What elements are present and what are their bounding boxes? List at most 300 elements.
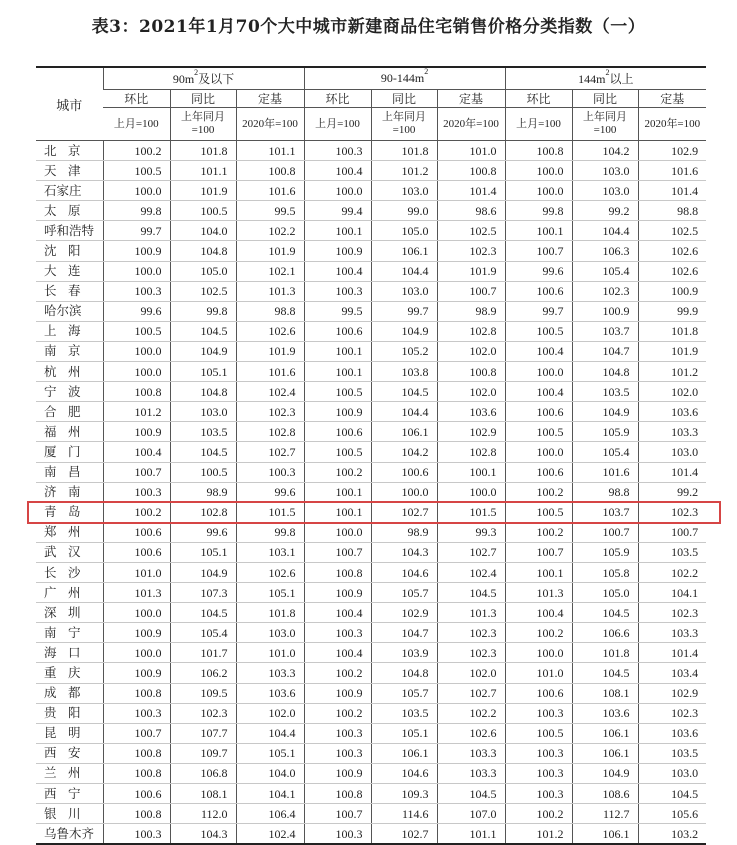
index-value: 104.5 (638, 784, 706, 804)
index-value: 101.4 (638, 643, 706, 663)
index-value: 101.8 (371, 141, 437, 161)
index-value: 102.8 (236, 422, 304, 442)
index-value: 99.8 (505, 201, 572, 221)
index-value: 103.5 (638, 743, 706, 763)
index-value: 102.3 (638, 603, 706, 623)
group-header-small: $90m^2$及以下 (103, 67, 304, 90)
city-name: 长 春 (36, 281, 103, 301)
index-value: 108.1 (572, 683, 638, 703)
index-value: 100.0 (103, 643, 170, 663)
index-value: 105.4 (572, 442, 638, 462)
table-row (36, 784, 706, 804)
index-value: 102.6 (638, 241, 706, 261)
city-name: 海 口 (36, 643, 103, 663)
index-value: 106.1 (572, 824, 638, 845)
index-value: 100.3 (304, 623, 371, 643)
index-value: 105.1 (170, 542, 236, 562)
index-value: 102.7 (437, 542, 505, 562)
index-value: 101.3 (505, 583, 572, 603)
index-value: 100.6 (505, 281, 572, 301)
table-row (36, 643, 706, 663)
index-value: 104.3 (170, 824, 236, 845)
index-value: 106.1 (572, 723, 638, 743)
index-value: 100.3 (304, 141, 371, 161)
city-name: 呼和浩特 (36, 221, 103, 241)
index-value: 101.9 (437, 261, 505, 281)
index-value: 100.5 (170, 201, 236, 221)
city-name: 武 汉 (36, 542, 103, 562)
index-value: 102.3 (170, 703, 236, 723)
index-value: 99.6 (236, 482, 304, 502)
index-value: 100.8 (103, 683, 170, 703)
index-value: 100.1 (505, 221, 572, 241)
index-value: 100.2 (505, 623, 572, 643)
index-value: 101.9 (638, 341, 706, 361)
index-value: 103.3 (437, 763, 505, 783)
index-value: 101.2 (103, 402, 170, 422)
index-value: 99.7 (371, 301, 437, 321)
index-value: 100.9 (103, 663, 170, 683)
index-value: 101.3 (236, 281, 304, 301)
index-value: 103.3 (236, 663, 304, 683)
index-value: 103.6 (437, 402, 505, 422)
index-value: 106.8 (170, 763, 236, 783)
index-value: 99.8 (103, 201, 170, 221)
index-value: 103.7 (572, 321, 638, 341)
index-value: 100.6 (304, 422, 371, 442)
table-row (36, 623, 706, 643)
index-value: 103.3 (638, 623, 706, 643)
index-value: 104.5 (371, 382, 437, 402)
table-row (36, 281, 706, 301)
index-value: 105.7 (371, 583, 437, 603)
index-value: 104.5 (437, 583, 505, 603)
index-value: 100.8 (304, 784, 371, 804)
table-row (36, 502, 706, 522)
index-value: 101.9 (170, 181, 236, 201)
group-header-large: $144m^2$以上 (505, 67, 706, 90)
index-value: 100.7 (103, 462, 170, 482)
index-value: 103.4 (638, 663, 706, 683)
index-value: 102.3 (638, 502, 706, 522)
index-value: 100.0 (505, 643, 572, 663)
index-value: 100.4 (505, 341, 572, 361)
city-name: 贵 阳 (36, 703, 103, 723)
index-value: 100.7 (304, 542, 371, 562)
index-value: 100.6 (304, 321, 371, 341)
sub-header-mom: 环比 (505, 90, 572, 108)
index-value: 99.9 (638, 301, 706, 321)
index-value: 100.4 (505, 603, 572, 623)
table-row (36, 683, 706, 703)
index-value: 100.0 (304, 181, 371, 201)
city-name: 宁 波 (36, 382, 103, 402)
table-row (36, 221, 706, 241)
sub-header-yoy: 同比 (371, 90, 437, 108)
base-header-mom: 上月=100 (103, 108, 170, 141)
index-value: 100.5 (505, 723, 572, 743)
index-value: 100.4 (103, 442, 170, 462)
index-value: 100.3 (304, 281, 371, 301)
index-value: 102.4 (236, 824, 304, 845)
index-value: 100.4 (505, 382, 572, 402)
index-value: 102.0 (437, 663, 505, 683)
index-value: 102.3 (437, 241, 505, 261)
index-value: 102.7 (371, 824, 437, 845)
index-value: 98.6 (437, 201, 505, 221)
index-value: 114.6 (371, 804, 437, 824)
index-value: 101.8 (170, 141, 236, 161)
index-value: 107.3 (170, 583, 236, 603)
index-value: 100.3 (236, 462, 304, 482)
index-value: 100.0 (505, 362, 572, 382)
index-value: 100.4 (304, 643, 371, 663)
index-value: 100.8 (304, 562, 371, 582)
index-value: 104.2 (572, 141, 638, 161)
index-value: 102.6 (638, 261, 706, 281)
index-value: 99.2 (572, 201, 638, 221)
index-value: 99.7 (505, 301, 572, 321)
city-name: 广 州 (36, 583, 103, 603)
index-value: 100.0 (103, 341, 170, 361)
index-value: 100.1 (437, 462, 505, 482)
table-row (36, 141, 706, 161)
index-value: 103.0 (572, 181, 638, 201)
index-value: 100.5 (170, 462, 236, 482)
city-name: 兰 州 (36, 763, 103, 783)
table-row (36, 442, 706, 462)
index-value: 109.5 (170, 683, 236, 703)
index-value: 98.8 (572, 482, 638, 502)
table-row (36, 663, 706, 683)
base-header-fixed-base: 2020年=100 (437, 108, 505, 141)
table-row (36, 181, 706, 201)
index-value: 105.8 (572, 562, 638, 582)
index-value: 102.6 (437, 723, 505, 743)
index-value: 103.0 (371, 281, 437, 301)
index-value: 101.2 (505, 824, 572, 845)
city-name: 长 沙 (36, 562, 103, 582)
index-value: 101.2 (638, 362, 706, 382)
index-value: 103.0 (638, 763, 706, 783)
index-value: 104.5 (437, 784, 505, 804)
index-value: 100.2 (505, 804, 572, 824)
index-value: 100.3 (505, 743, 572, 763)
index-value: 100.9 (103, 623, 170, 643)
table-row (36, 562, 706, 582)
index-value: 103.0 (638, 442, 706, 462)
index-value: 100.8 (103, 382, 170, 402)
index-value: 103.8 (371, 362, 437, 382)
city-name: 乌鲁木齐 (36, 824, 103, 845)
index-value: 100.0 (103, 181, 170, 201)
index-value: 101.7 (170, 643, 236, 663)
city-name: 厦 门 (36, 442, 103, 462)
index-value: 100.8 (236, 161, 304, 181)
index-value: 104.4 (236, 723, 304, 743)
index-value: 106.4 (236, 804, 304, 824)
index-value: 100.0 (103, 603, 170, 623)
index-value: 106.6 (572, 623, 638, 643)
index-value: 101.0 (236, 643, 304, 663)
index-value: 105.4 (572, 261, 638, 281)
index-value: 104.1 (236, 784, 304, 804)
index-value: 99.5 (304, 301, 371, 321)
index-value: 99.5 (236, 201, 304, 221)
table-row (36, 703, 706, 723)
index-value: 104.5 (170, 603, 236, 623)
base-header-fixed-base: 2020年=100 (638, 108, 706, 141)
index-value: 100.6 (371, 462, 437, 482)
index-value: 103.0 (170, 402, 236, 422)
index-value: 100.0 (437, 482, 505, 502)
index-value: 99.6 (103, 301, 170, 321)
index-value: 100.2 (505, 482, 572, 502)
index-value: 100.7 (437, 281, 505, 301)
index-value: 101.6 (638, 161, 706, 181)
price-index-table-wrap (36, 66, 706, 845)
index-value: 107.7 (170, 723, 236, 743)
index-value: 100.5 (505, 422, 572, 442)
index-value: 100.8 (103, 743, 170, 763)
index-value: 100.9 (638, 281, 706, 301)
index-value: 104.8 (371, 663, 437, 683)
city-name: 沈 阳 (36, 241, 103, 261)
index-value: 102.8 (437, 442, 505, 462)
group-header-medium: $90-144m^2$ (304, 67, 505, 90)
index-value: 103.6 (638, 402, 706, 422)
index-value: 105.4 (170, 623, 236, 643)
index-value: 100.5 (304, 382, 371, 402)
sub-header-mom: 环比 (103, 90, 170, 108)
index-value: 102.5 (437, 221, 505, 241)
index-value: 106.1 (371, 422, 437, 442)
index-value: 104.4 (371, 261, 437, 281)
city-name: 银 川 (36, 804, 103, 824)
index-value: 100.2 (505, 522, 572, 542)
index-value: 108.6 (572, 784, 638, 804)
index-value: 98.9 (437, 301, 505, 321)
index-value: 101.2 (371, 161, 437, 181)
index-value: 103.2 (638, 824, 706, 845)
index-value: 100.2 (304, 703, 371, 723)
city-name: 南 京 (36, 341, 103, 361)
index-value: 100.9 (103, 422, 170, 442)
index-value: 102.5 (638, 221, 706, 241)
index-value: 102.8 (437, 321, 505, 341)
index-value: 100.2 (103, 141, 170, 161)
index-value: 103.0 (371, 181, 437, 201)
base-header-yoy: 上年同月=100 (170, 108, 236, 141)
index-value: 100.2 (304, 663, 371, 683)
sub-header-mom: 环比 (304, 90, 371, 108)
index-value: 101.9 (236, 341, 304, 361)
index-value: 102.9 (638, 141, 706, 161)
index-value: 104.6 (371, 562, 437, 582)
index-value: 104.7 (371, 623, 437, 643)
index-value: 103.6 (638, 723, 706, 743)
city-name: 太 原 (36, 201, 103, 221)
index-value: 100.9 (304, 402, 371, 422)
index-value: 100.0 (304, 522, 371, 542)
index-value: 105.1 (236, 583, 304, 603)
index-value: 99.6 (505, 261, 572, 281)
index-value: 102.0 (437, 382, 505, 402)
city-name: 大 连 (36, 261, 103, 281)
index-value: 98.8 (638, 201, 706, 221)
city-name: 郑 州 (36, 522, 103, 542)
index-value: 99.8 (236, 522, 304, 542)
table-row (36, 341, 706, 361)
index-value: 102.0 (437, 341, 505, 361)
city-name: 福 州 (36, 422, 103, 442)
index-value: 101.5 (437, 502, 505, 522)
index-value: 100.4 (304, 603, 371, 623)
index-value: 106.1 (572, 743, 638, 763)
index-value: 98.9 (371, 522, 437, 542)
index-value: 103.9 (371, 643, 437, 663)
index-value: 100.3 (304, 743, 371, 763)
index-value: 100.9 (304, 683, 371, 703)
index-value: 98.8 (236, 301, 304, 321)
table-row (36, 723, 706, 743)
index-value: 100.6 (103, 522, 170, 542)
table-row (36, 583, 706, 603)
index-value: 102.7 (437, 683, 505, 703)
city-name: 南 昌 (36, 462, 103, 482)
base-header-mom: 上月=100 (505, 108, 572, 141)
index-value: 104.8 (170, 382, 236, 402)
table-row (36, 362, 706, 382)
base-header-mom: 上月=100 (304, 108, 371, 141)
sub-header-yoy: 同比 (170, 90, 236, 108)
index-value: 101.0 (437, 141, 505, 161)
table-row (36, 402, 706, 422)
index-value: 99.2 (638, 482, 706, 502)
index-value: 100.7 (505, 241, 572, 261)
index-value: 102.0 (236, 703, 304, 723)
index-value: 100.6 (505, 683, 572, 703)
table-row (36, 261, 706, 281)
base-header-fixed-base: 2020年=100 (236, 108, 304, 141)
index-value: 105.9 (572, 542, 638, 562)
index-value: 102.7 (236, 442, 304, 462)
table-row (36, 763, 706, 783)
index-value: 104.9 (170, 341, 236, 361)
index-value: 102.4 (437, 562, 505, 582)
table-row (36, 422, 706, 442)
index-value: 102.2 (236, 221, 304, 241)
index-value: 102.3 (437, 643, 505, 663)
index-value: 102.0 (638, 382, 706, 402)
index-value: 102.4 (236, 382, 304, 402)
city-name: 西 安 (36, 743, 103, 763)
index-value: 101.6 (572, 462, 638, 482)
city-name: 天 津 (36, 161, 103, 181)
index-value: 102.2 (638, 562, 706, 582)
index-value: 101.8 (638, 321, 706, 341)
index-value: 104.4 (572, 221, 638, 241)
city-name: 重 庆 (36, 663, 103, 683)
index-value: 104.8 (572, 362, 638, 382)
index-value: 100.8 (437, 362, 505, 382)
index-value: 100.2 (103, 502, 170, 522)
city-name: 济 南 (36, 482, 103, 502)
index-value: 104.9 (371, 321, 437, 341)
index-value: 102.3 (236, 402, 304, 422)
index-value: 100.2 (304, 462, 371, 482)
table-row (36, 201, 706, 221)
index-value: 101.3 (437, 603, 505, 623)
index-value: 100.5 (505, 321, 572, 341)
index-value: 100.1 (304, 221, 371, 241)
index-value: 100.0 (505, 161, 572, 181)
index-value: 109.7 (170, 743, 236, 763)
index-value: 104.1 (638, 583, 706, 603)
city-name: 哈尔滨 (36, 301, 103, 321)
sub-header-fixed-base: 定基 (638, 90, 706, 108)
table-row (36, 241, 706, 261)
index-value: 100.9 (304, 583, 371, 603)
table-row (36, 382, 706, 402)
index-value: 100.5 (103, 161, 170, 181)
index-value: 104.2 (371, 442, 437, 462)
index-value: 108.1 (170, 784, 236, 804)
index-value: 100.6 (505, 462, 572, 482)
index-value: 101.5 (236, 502, 304, 522)
index-value: 102.6 (236, 562, 304, 582)
city-name: 深 圳 (36, 603, 103, 623)
index-value: 100.4 (304, 161, 371, 181)
index-value: 102.9 (371, 603, 437, 623)
index-value: 103.3 (638, 422, 706, 442)
index-value: 101.8 (236, 603, 304, 623)
index-value: 105.9 (572, 422, 638, 442)
index-value: 100.3 (505, 784, 572, 804)
index-value: 103.0 (236, 623, 304, 643)
index-value: 102.3 (638, 703, 706, 723)
index-value: 100.0 (371, 482, 437, 502)
table-row (36, 321, 706, 341)
sub-header-yoy: 同比 (572, 90, 638, 108)
index-value: 101.1 (170, 161, 236, 181)
index-value: 101.4 (638, 181, 706, 201)
index-value: 105.7 (371, 683, 437, 703)
index-value: 100.3 (505, 763, 572, 783)
index-value: 99.3 (437, 522, 505, 542)
table-row (36, 542, 706, 562)
page-title: 表3：2021年1月70个大中城市新建商品住宅销售价格分类指数（一） (91, 17, 646, 37)
index-value: 105.0 (572, 583, 638, 603)
index-value: 102.3 (437, 623, 505, 643)
city-name: 石家庄 (36, 181, 103, 201)
index-value: 106.2 (170, 663, 236, 683)
index-value: 103.7 (572, 502, 638, 522)
index-value: 104.8 (170, 241, 236, 261)
index-value: 100.6 (505, 402, 572, 422)
index-value: 102.3 (572, 281, 638, 301)
index-value: 112.7 (572, 804, 638, 824)
base-header-yoy: 上年同月=100 (371, 108, 437, 141)
index-value: 104.5 (170, 321, 236, 341)
index-value: 100.1 (304, 502, 371, 522)
table-header (36, 67, 706, 141)
index-value: 105.0 (170, 261, 236, 281)
index-value: 99.8 (170, 301, 236, 321)
city-name: 南 宁 (36, 623, 103, 643)
index-value: 100.1 (304, 362, 371, 382)
index-value: 100.7 (304, 804, 371, 824)
